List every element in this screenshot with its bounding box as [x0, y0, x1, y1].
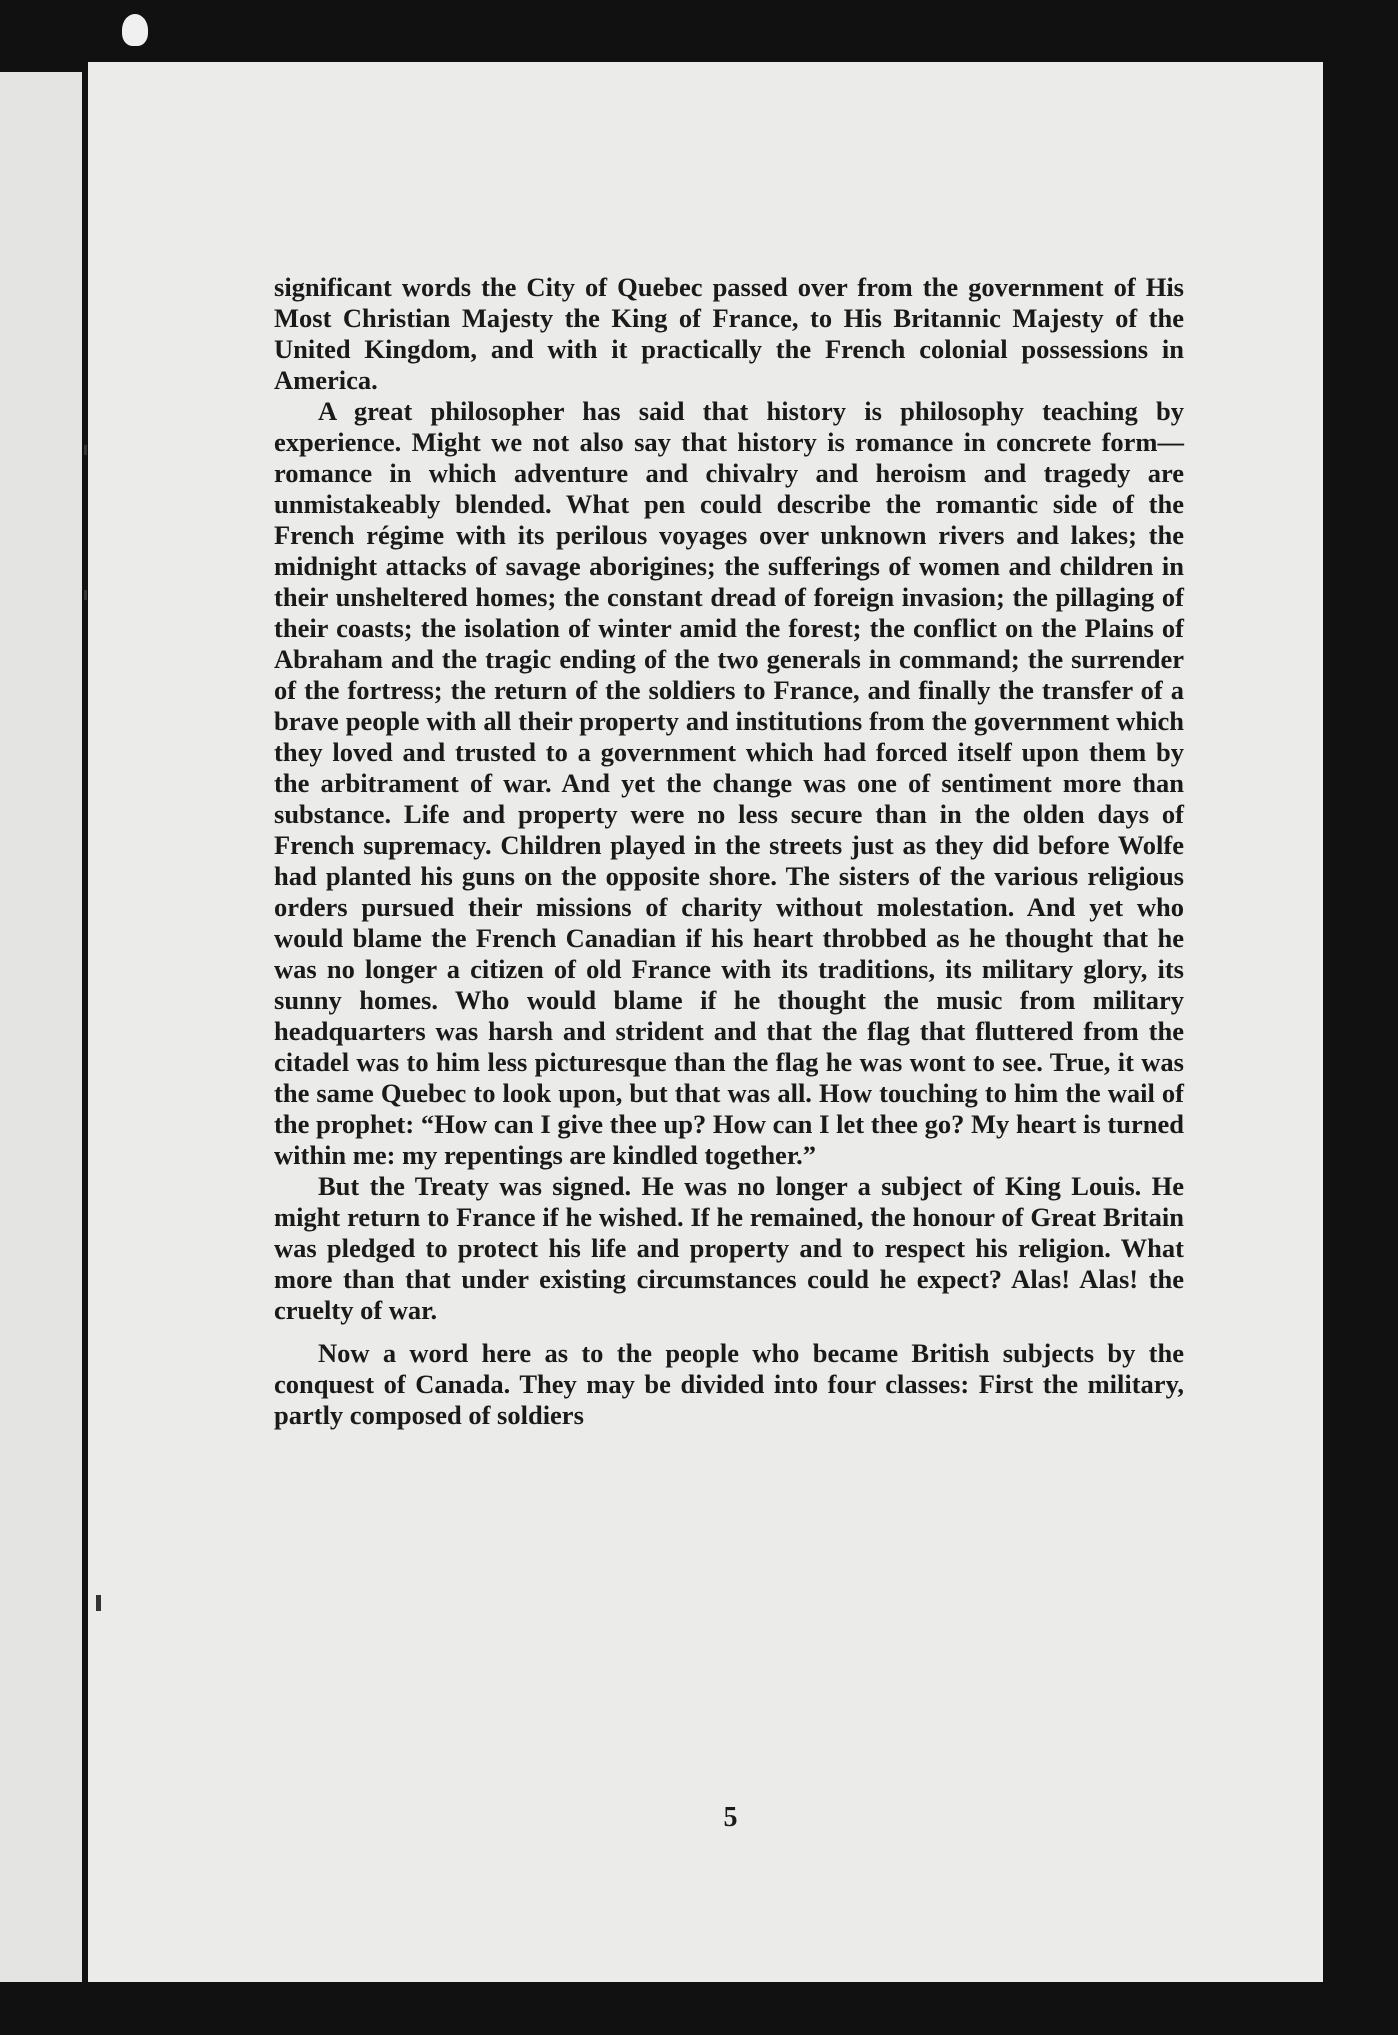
body-text: [274, 272, 1184, 1431]
margin-mark: [84, 590, 87, 600]
paragraph-2: A great philosopher has said that history is philosophy teaching by experience. Might we not also say that history is romance in concrete form—romance in which adventure and chivalry and heroism and tragedy are unmistakeably blended. What pen could describe the romantic side of the French régime with its perilous voyages over unknown rivers and lakes; the midnight attacks of savage aborigines; the sufferings of women and children in their unsheltered homes; the constant dread of foreign invasion; the pillaging of their coasts; the isolation of winter amid the forest; the conflict on the Plains of Abraham and the tragic ending of the two generals in command; the surrender of the fortress; the return of the soldiers to France, and finally the transfer of a brave people with all their property and institutions from the government which they loved and trusted to a government which had forced itself upon them by the arbitrament of war. And yet the change was one of sentiment more than substance. Life and property were no less secure than in the olden days of French supremacy. Children played in the streets just as they did before Wolfe had planted his guns on the opposite shore. The sisters of the various religious orders pursued their missions of charity without molestation. And yet who would blame the French Canadian if his heart throbbed as he thought that he was no longer a citizen of old France with its traditions, its military glory, its sunny homes. Who would blame if he thought the music from military headquarters was harsh and strident and that the flag that fluttered from the citadel was to him less picturesque than the flag he was wont to see. True, it was the same Quebec to look upon, but that was all. How touching to him the wail of the prophet: “How can I give thee up? How can I let thee go? My heart is turned within me: my repentings are kindled together.”: [274, 396, 1184, 1170]
scan-blot: [122, 14, 148, 46]
facing-page-edge: [0, 72, 82, 1982]
margin-mark: [84, 445, 87, 455]
paragraph-3: But the Treaty was signed. He was no longer a subject of King Louis. He might return to France if he wished. If he remained, the honour of Great Britain was pledged to protect his life and property and to respect his religion. What more than that under existing circumstances could he expect? Alas! Alas! the cruelty of war.: [274, 1171, 1184, 1325]
document-page: [88, 62, 1323, 1982]
margin-mark: [96, 1595, 101, 1611]
paragraph-4: Now a word here as to the people who became British subjects by the conquest of Canada. They may be divided into four classes: First the military, partly composed of soldiers: [274, 1338, 1184, 1430]
paragraph-1: significant words the City of Quebec passed over from the government of His Most Christian Majesty the King of France, to His Britannic Majesty of the United Kingdom, and with it practically the French colonial possessions in America.: [274, 272, 1184, 395]
page-number: 5: [723, 1802, 738, 1833]
